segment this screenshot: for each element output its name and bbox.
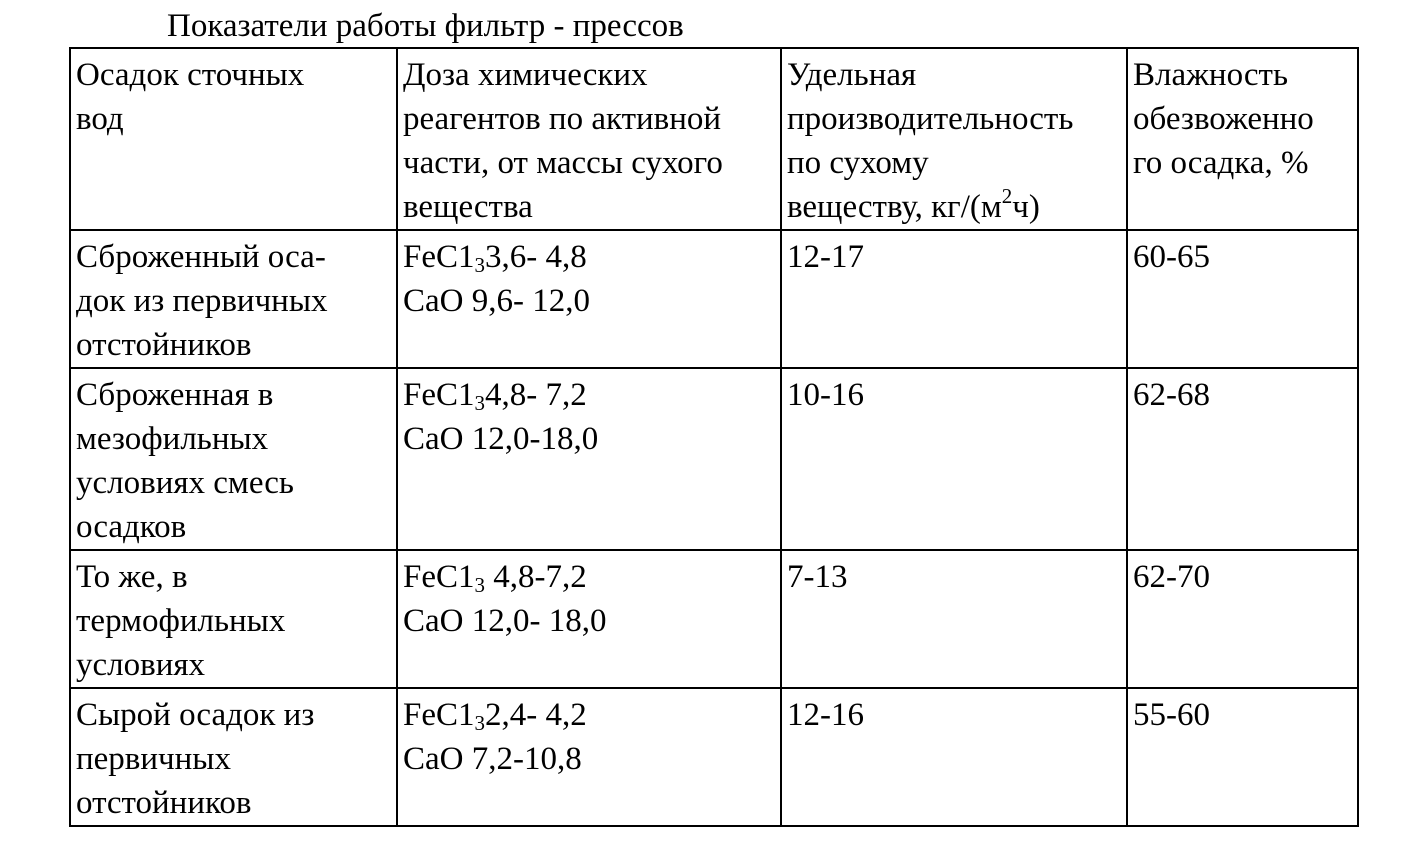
header-line: Осадок сточных (76, 57, 305, 93)
header-line: по сухому (787, 145, 929, 181)
fecl3-formula: FeC1 (403, 239, 475, 275)
fecl3-subscript: 3 (474, 253, 486, 277)
cao-dose-line: CaO 9,6- 12,0 (403, 283, 590, 319)
sludge-cell (70, 368, 397, 550)
fecl3-dose-line (403, 555, 780, 599)
header-line: части, от массы сухого (403, 145, 723, 181)
moisture-cell (1127, 230, 1358, 368)
sludge-line: отстойников (76, 327, 252, 363)
header-line: го осадка, % (1133, 145, 1309, 181)
sludge-line: термофильных (76, 603, 286, 639)
header-units-line (787, 185, 1126, 229)
productivity-value: 12-17 (787, 239, 864, 275)
dose-cell (397, 368, 781, 550)
units-prefix: веществу, кг/(м (787, 189, 1002, 225)
header-line: Влажность (1133, 57, 1289, 93)
productivity-value: 7-13 (787, 559, 848, 595)
table-header-row (70, 48, 1358, 230)
header-line: Доза химических (403, 57, 648, 93)
header-cell-productivity (781, 48, 1127, 230)
fecl3-dose-line (403, 235, 780, 279)
units-superscript: 2 (1001, 184, 1013, 208)
fecl3-dose: 3,6- 4,8 (485, 239, 587, 275)
fecl3-dose: 2,4- 4,2 (485, 697, 587, 733)
sludge-line: отстойников (76, 785, 252, 821)
sludge-line: Сырой осадок из (76, 697, 315, 733)
cao-dose-line: CaO 7,2-10,8 (403, 741, 582, 777)
moisture-cell (1127, 368, 1358, 550)
moisture-value: 62-68 (1133, 377, 1210, 413)
sludge-line: осадков (76, 509, 187, 545)
sludge-line: мезофильных (76, 421, 269, 457)
fecl3-dose: 4,8- 7,2 (485, 377, 587, 413)
cao-dose-line: CaO 12,0-18,0 (403, 421, 599, 457)
sludge-line: условиях смесь (76, 465, 294, 501)
table-row (70, 368, 1358, 550)
header-cell-sludge (70, 48, 397, 230)
fecl3-formula: FeC1 (403, 377, 475, 413)
sludge-line: док из первичных (76, 283, 328, 319)
dose-cell (397, 688, 781, 826)
moisture-cell (1127, 688, 1358, 826)
fecl3-dose-line (403, 373, 780, 417)
table-row (70, 230, 1358, 368)
header-line: вод (76, 101, 124, 137)
sludge-line: Сброженная в (76, 377, 274, 413)
table-row (70, 550, 1358, 688)
header-line: производительность (787, 101, 1074, 137)
sludge-line: условиях (76, 647, 206, 683)
header-line: Удельная (787, 57, 917, 93)
header-line: реагентов по активной (403, 101, 722, 137)
dose-cell (397, 550, 781, 688)
fecl3-subscript: 3 (474, 711, 486, 735)
header-line: обезвоженно (1133, 101, 1314, 137)
document-title: Показатели работы фильтр - прессов (167, 8, 684, 44)
fecl3-dose-line (403, 693, 780, 737)
sludge-cell (70, 230, 397, 368)
header-cell-dose (397, 48, 781, 230)
cao-dose-line: CaO 12,0- 18,0 (403, 603, 607, 639)
sludge-cell (70, 688, 397, 826)
productivity-value: 10-16 (787, 377, 864, 413)
sludge-line: первичных (76, 741, 231, 777)
sludge-line: Сброженный оса- (76, 239, 326, 275)
moisture-value: 55-60 (1133, 697, 1210, 733)
moisture-value: 62-70 (1133, 559, 1210, 595)
sludge-cell (70, 550, 397, 688)
dose-cell (397, 230, 781, 368)
units-suffix: ч) (1012, 189, 1040, 225)
fecl3-formula: FeC1 (403, 559, 475, 595)
table-row (70, 688, 1358, 826)
moisture-value: 60-65 (1133, 239, 1210, 275)
header-line: вещества (403, 189, 533, 225)
moisture-cell (1127, 550, 1358, 688)
productivity-cell (781, 550, 1127, 688)
productivity-cell (781, 230, 1127, 368)
fecl3-formula: FeC1 (403, 697, 475, 733)
filter-press-table (69, 47, 1359, 827)
fecl3-subscript: 3 (474, 391, 486, 415)
productivity-cell (781, 368, 1127, 550)
fecl3-subscript: 3 (474, 573, 486, 597)
productivity-value: 12-16 (787, 697, 864, 733)
fecl3-dose: 4,8-7,2 (485, 559, 587, 595)
sludge-line: То же, в (76, 559, 188, 595)
header-cell-moisture (1127, 48, 1358, 230)
productivity-cell (781, 688, 1127, 826)
